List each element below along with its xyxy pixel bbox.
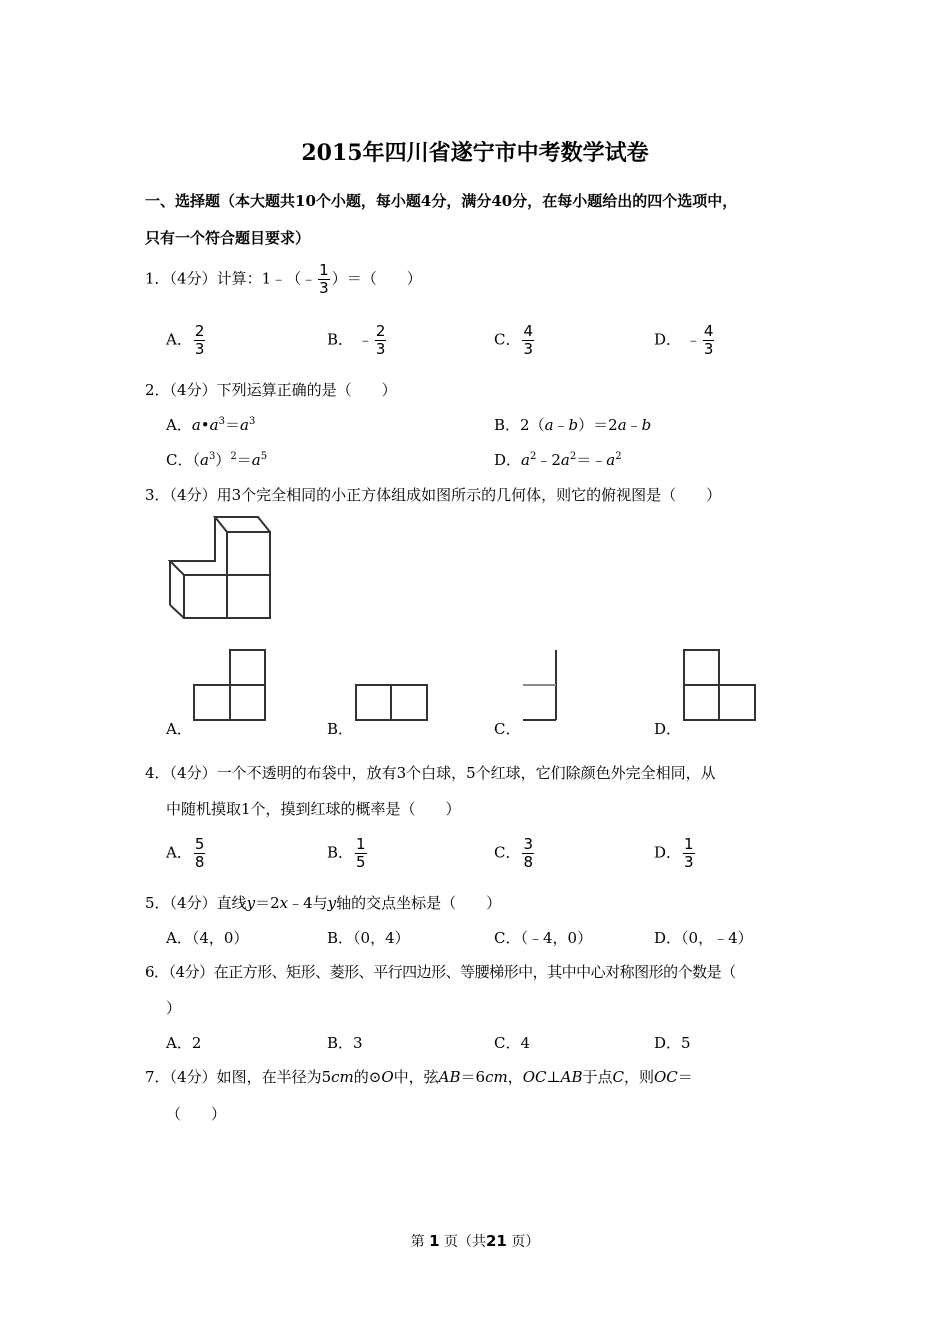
- q3-option-c[interactable]: C．: [494, 720, 521, 738]
- var: a: [617, 416, 627, 434]
- q1-suffix: ）＝（ ）: [331, 269, 422, 288]
- option-sign: ﹣: [357, 330, 373, 349]
- var: a: [544, 416, 554, 434]
- option-fraction: [522, 323, 534, 358]
- frac-den: 5: [356, 853, 366, 871]
- op: （: [192, 451, 200, 469]
- var: AB: [438, 1068, 461, 1086]
- q2-option-d[interactable]: [494, 449, 622, 470]
- frac-num: 1: [684, 835, 694, 853]
- option-a-figure: [190, 648, 270, 724]
- exp: 2: [569, 451, 577, 462]
- q4-option-a[interactable]: [166, 836, 207, 871]
- frac-den: 8: [194, 853, 205, 871]
- page-footer: [0, 1231, 950, 1251]
- frac-den: 3: [684, 853, 694, 871]
- frac-num: 3: [523, 835, 534, 853]
- frac-num: 5: [194, 835, 205, 853]
- q2-option-b[interactable]: [494, 414, 651, 435]
- q1-option-d[interactable]: [654, 323, 716, 358]
- frac-den: 3: [703, 340, 714, 358]
- option-label: B．: [327, 843, 354, 862]
- page-title: 2015年四川省遂宁市中考数学试卷: [301, 140, 649, 166]
- question-2: 2．（4分）下列运算正确的是（ ）: [145, 381, 397, 399]
- question-6-line1: 6．（4分）在正方形、矩形、菱形、平行四边形、等腰梯形中，其中中心对称图形的个数是（: [145, 963, 736, 981]
- option-label: C．: [494, 330, 521, 349]
- footer-text: 页（共: [444, 1234, 486, 1250]
- question-1: [145, 262, 422, 297]
- q1-prefix: 1．（4分）计算：1﹣（﹣: [145, 269, 317, 288]
- option-fraction: [703, 323, 715, 358]
- frac-den: 3: [523, 340, 534, 358]
- frac-num: 4: [523, 322, 534, 340]
- question-4-line1: 4．（4分）一个不透明的布袋中，放有3个白球，5个红球，它们除颜色外完全相同，从: [145, 764, 716, 782]
- frac-num: 4: [703, 322, 714, 340]
- var: a: [240, 416, 249, 434]
- option-fraction: [522, 836, 534, 871]
- text: 于点: [582, 1068, 613, 1086]
- var: a: [200, 451, 209, 469]
- q5-option-c[interactable]: C．（﹣4，0）: [494, 929, 593, 947]
- option-label: B．: [327, 330, 354, 349]
- q6-option-c[interactable]: C．4: [494, 1034, 531, 1052]
- op: ﹣2: [536, 451, 561, 469]
- q4-option-b[interactable]: [327, 836, 369, 871]
- var: cm: [485, 1068, 508, 1086]
- text: ＝2: [255, 894, 280, 912]
- frac-num: 2: [194, 322, 205, 340]
- section-heading-line1: 一、选择题（本大题共10个小题，每小题4分，满分40分，在每小题给出的四个选项中，: [145, 192, 738, 210]
- exp: 5: [260, 451, 268, 462]
- var: b: [641, 416, 652, 434]
- option-sign: ﹣: [685, 330, 701, 349]
- option-label: A．: [166, 843, 192, 862]
- var: a: [606, 451, 616, 469]
- text: 轴的交点坐标是（ ）: [336, 894, 502, 912]
- option-label: C．: [166, 451, 193, 469]
- frac-num: 2: [375, 322, 386, 340]
- option-label: D．: [654, 330, 682, 349]
- q1-frac-num: 1: [319, 261, 329, 279]
- text: 5．（4分）直线: [145, 894, 247, 912]
- question-5: [145, 892, 501, 913]
- op: ＝: [236, 451, 252, 469]
- page-number: 1: [429, 1232, 440, 1250]
- frac-den: 8: [523, 853, 534, 871]
- var: OC: [522, 1068, 547, 1086]
- option-fraction: [194, 836, 206, 871]
- frac-den: 3: [194, 340, 205, 358]
- question-6-line2: ）: [166, 999, 182, 1017]
- text: ＝: [677, 1068, 693, 1086]
- cubes-figure: [160, 510, 280, 625]
- q3-option-b[interactable]: B．: [327, 720, 354, 738]
- q3-option-d[interactable]: D．: [654, 720, 682, 738]
- option-b-figure: [352, 683, 432, 723]
- op: ＝﹣: [576, 451, 607, 469]
- text: ﹣4与: [288, 894, 328, 912]
- text: 中，弦: [393, 1068, 439, 1086]
- q2-option-a[interactable]: [166, 414, 255, 435]
- exp: 2: [529, 451, 537, 462]
- var: a: [560, 451, 570, 469]
- footer-text: 页）: [511, 1234, 540, 1250]
- exp: 3: [248, 416, 256, 427]
- option-label: C．: [494, 843, 521, 862]
- option-label: B．: [494, 416, 521, 434]
- option-label: A．: [166, 416, 192, 434]
- var: OC: [653, 1068, 678, 1086]
- var: a: [251, 451, 261, 469]
- question-7-line1: [145, 1066, 693, 1087]
- q6-option-a[interactable]: A．2: [166, 1034, 202, 1052]
- q3-option-a[interactable]: A．: [166, 720, 192, 738]
- q1-option-a[interactable]: [166, 323, 207, 358]
- option-c-figure: [520, 648, 565, 724]
- exp: 2: [615, 451, 622, 462]
- q6-option-b[interactable]: B．3: [327, 1034, 363, 1052]
- q1-frac-den: 3: [319, 279, 329, 297]
- question-4-line2: 中随机摸取1个，摸到红球的概率是（ ）: [166, 800, 461, 818]
- section-heading-line2: 只有一个符合题目要求）: [145, 229, 311, 247]
- exp: 3: [208, 451, 216, 462]
- op: ＝: [224, 416, 240, 434]
- q1-option-b[interactable]: [327, 323, 388, 358]
- var: C: [612, 1068, 624, 1086]
- op: ）＝2: [578, 416, 618, 434]
- option-fraction: [355, 836, 367, 871]
- option-fraction: [375, 323, 387, 358]
- q4-option-d[interactable]: [654, 836, 697, 871]
- var: O: [381, 1068, 394, 1086]
- exp: 2: [230, 451, 237, 462]
- q2-option-c[interactable]: [166, 449, 267, 470]
- option-fraction: [683, 836, 695, 871]
- question-7-line2: （ ）: [166, 1105, 227, 1123]
- var: y: [327, 894, 337, 912]
- frac-den: 3: [375, 340, 386, 358]
- page-total: 21: [486, 1232, 507, 1250]
- q4-option-c[interactable]: [494, 836, 536, 871]
- op: •: [200, 416, 210, 434]
- text: ，则: [623, 1068, 654, 1086]
- q5-option-b[interactable]: B．（0，4）: [327, 929, 410, 947]
- op: 2（: [520, 416, 545, 434]
- q5-option-d[interactable]: D．（0，﹣4）: [654, 929, 753, 947]
- text: 7．（4分）如图，在半径为5: [145, 1068, 332, 1086]
- var: AB: [560, 1068, 583, 1086]
- text: ＝6: [460, 1068, 486, 1086]
- question-3: 3．（4分）用3个完全相同的小正方体组成如图所示的几何体，则它的俯视图是（ ）: [145, 486, 722, 504]
- option-d-figure: [680, 648, 760, 724]
- var: a: [521, 451, 530, 469]
- frac-num: 1: [356, 835, 366, 853]
- q5-option-a[interactable]: A．（4，0）: [166, 929, 249, 947]
- footer-text: 第: [410, 1234, 425, 1250]
- option-label: D．: [654, 843, 682, 862]
- op: ﹣: [626, 416, 642, 434]
- var: y: [246, 894, 256, 912]
- text: 的⊙: [353, 1068, 382, 1086]
- option-label: A．: [166, 330, 192, 349]
- var: b: [568, 416, 579, 434]
- var: a: [209, 416, 219, 434]
- q1-option-c[interactable]: [494, 323, 536, 358]
- exp: 3: [218, 416, 225, 427]
- text: ，: [507, 1068, 523, 1086]
- q1-fraction: [318, 262, 330, 297]
- var: a: [191, 416, 201, 434]
- op: ）: [215, 451, 231, 469]
- option-label: D．: [494, 451, 522, 469]
- var: cm: [331, 1068, 354, 1086]
- option-fraction: [194, 323, 206, 358]
- var: x: [279, 894, 289, 912]
- op: ﹣: [553, 416, 569, 434]
- text: ⊥: [546, 1068, 561, 1086]
- q6-option-d[interactable]: D．5: [654, 1034, 691, 1052]
